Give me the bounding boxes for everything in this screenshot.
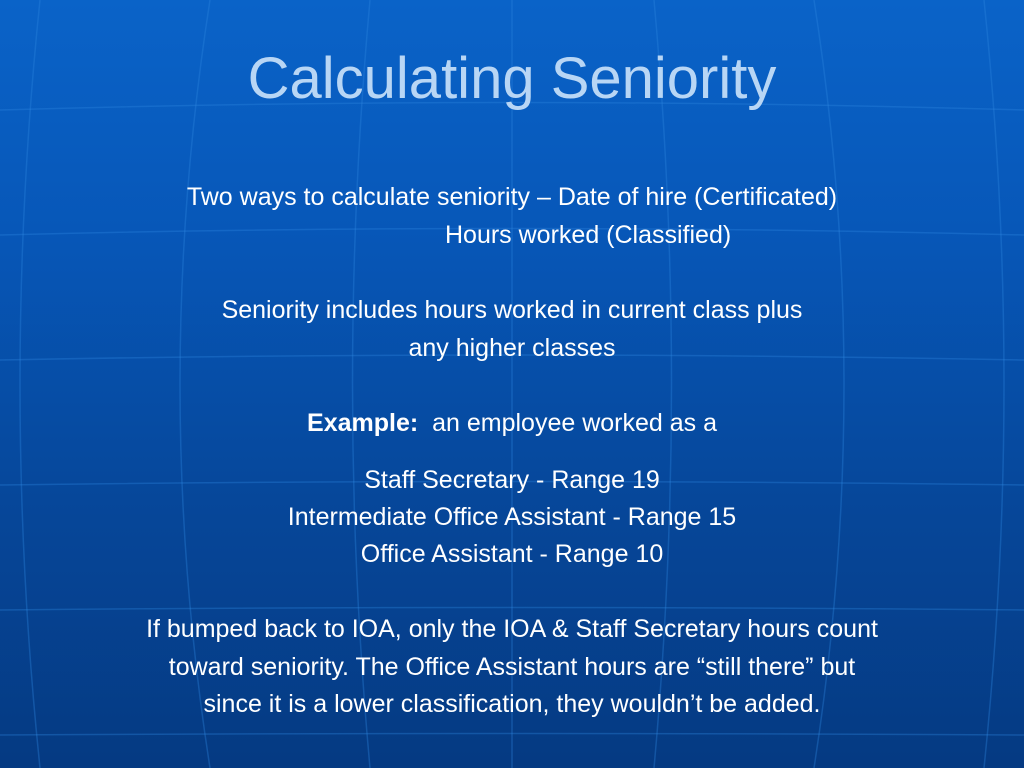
conclusion-line: toward seniority. The Office Assistant hours are “still there” but [168, 653, 856, 681]
position-line: Staff Secretary - Range 19 [364, 466, 660, 494]
example-text: an employee worked as a [432, 409, 717, 437]
slide-title: Calculating Seniority [247, 46, 777, 111]
conclusion-line: If bumped back to IOA, only the IOA & Staff Secretary hours count [146, 615, 878, 643]
position-line: Office Assistant - Range 10 [360, 540, 664, 568]
example-line [0, 408, 1024, 438]
position-line: Intermediate Office Assistant - Range 15 [287, 503, 737, 531]
methods-second-line: Hours worked (Classified) [445, 221, 732, 249]
example-label: Example: [307, 409, 419, 437]
conclusion-line: since it is a lower classification, they wouldn’t be added. [203, 690, 821, 718]
includes-line-1: Seniority includes hours worked in current class plus [221, 296, 803, 324]
methods-intro-line: Two ways to calculate seniority – Date of hire (Certificated) [186, 183, 838, 211]
includes-line-2: any higher classes [408, 334, 616, 362]
